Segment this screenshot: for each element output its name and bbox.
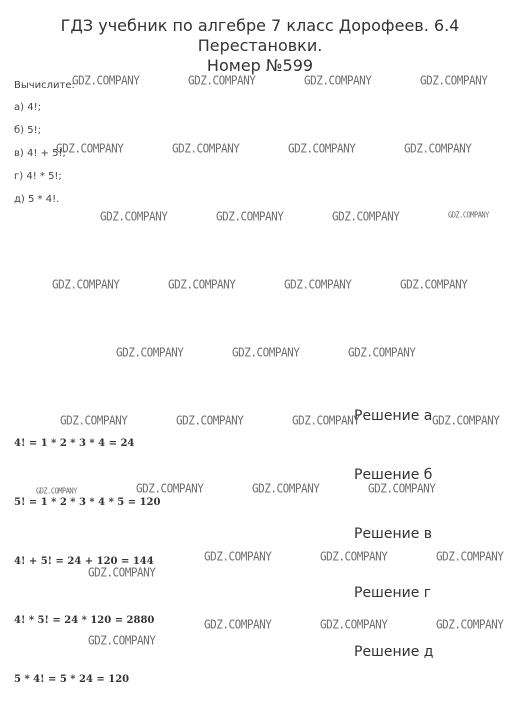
problem-item-v: в) 4! + 5!; [14, 148, 66, 159]
solution-heading-v: Решение в [354, 526, 433, 542]
watermark: GDZ.COMPANY [284, 277, 352, 292]
watermark: GDZ.COMPANY [252, 481, 320, 496]
watermark: GDZ.COMPANY [420, 73, 488, 88]
watermark: GDZ.COMPANY [320, 617, 388, 632]
solution-text-b: 5! = 1 * 2 * 3 * 4 * 5 = 120 [14, 497, 161, 508]
solution-text-g: 4! * 5! = 24 * 120 = 2880 [14, 615, 155, 626]
solution-heading-a: Решение а [354, 408, 433, 424]
watermark: GDZ.COMPANY [432, 413, 500, 428]
watermark: GDZ.COMPANY [56, 141, 124, 156]
solution-heading-d: Решение д [354, 644, 434, 660]
watermark: GDZ.COMPANY [288, 141, 356, 156]
watermark: GDZ.COMPANY [168, 277, 236, 292]
solution-text-v: 4! + 5! = 24 + 120 = 144 [14, 556, 154, 567]
watermark: GDZ.COMPANY [304, 73, 372, 88]
watermark: GDZ.COMPANY [232, 345, 300, 360]
problem-item-b: б) 5!; [14, 125, 41, 136]
problem-item-d: д) 5 * 4!. [14, 194, 60, 205]
problem-item-a: а) 4!; [14, 102, 41, 113]
solution-text-a: 4! = 1 * 2 * 3 * 4 = 24 [14, 438, 135, 449]
watermark: GDZ.COMPANY [172, 141, 240, 156]
watermark: GDZ.COMPANY [368, 481, 436, 496]
problem-prompt: Вычислите: [14, 80, 75, 91]
page-title-line2: Номер №599 [206, 56, 314, 75]
watermark: GDZ.COMPANY [448, 210, 489, 220]
solution-text-d: 5 * 4! = 5 * 24 = 120 [14, 674, 130, 685]
watermark: GDZ.COMPANY [116, 345, 184, 360]
watermark: GDZ.COMPANY [348, 345, 416, 360]
watermark: GDZ.COMPANY [60, 413, 128, 428]
watermark: GDZ.COMPANY [332, 209, 400, 224]
watermark: GDZ.COMPANY [176, 413, 244, 428]
watermark: GDZ.COMPANY [436, 617, 504, 632]
watermark: GDZ.COMPANY [400, 277, 468, 292]
watermark: GDZ.COMPANY [88, 633, 156, 648]
watermark: GDZ.COMPANY [36, 486, 77, 496]
watermark: GDZ.COMPANY [204, 549, 272, 564]
solution-heading-g: Решение г [354, 585, 432, 601]
watermark: GDZ.COMPANY [188, 73, 256, 88]
watermark: GDZ.COMPANY [436, 549, 504, 564]
page-title [0, 16, 520, 76]
watermark: GDZ.COMPANY [292, 413, 360, 428]
problem-item-g: г) 4! * 5!; [14, 171, 62, 182]
watermark: GDZ.COMPANY [136, 481, 204, 496]
watermark: GDZ.COMPANY [88, 565, 156, 580]
solution-heading-b: Решение б [354, 467, 433, 483]
watermark: GDZ.COMPANY [320, 549, 388, 564]
watermark: GDZ.COMPANY [52, 277, 120, 292]
watermark: GDZ.COMPANY [100, 209, 168, 224]
watermark: GDZ.COMPANY [404, 141, 472, 156]
watermark: GDZ.COMPANY [216, 209, 284, 224]
page-title-line1: ГДЗ учебник по алгебре 7 класс Дорофеев. 6.4 Перестановки. [60, 16, 460, 55]
watermark: GDZ.COMPANY [72, 73, 140, 88]
watermark: GDZ.COMPANY [204, 617, 272, 632]
